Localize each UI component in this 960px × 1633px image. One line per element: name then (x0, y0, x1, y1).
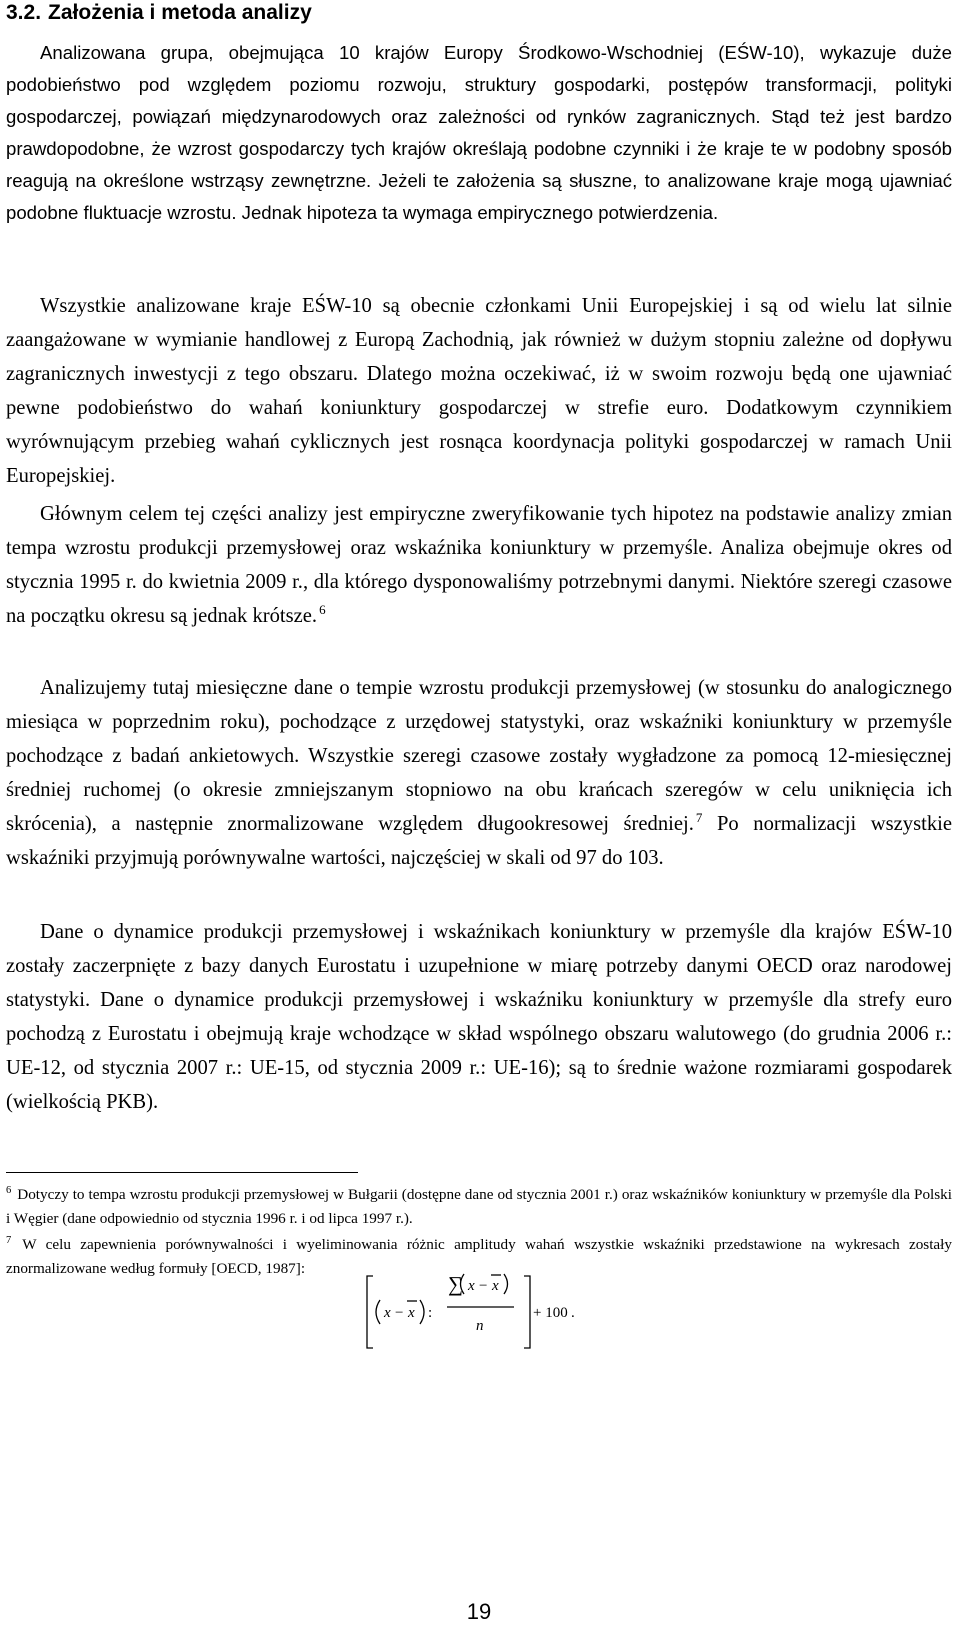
formula-num-xbar: x (492, 1278, 499, 1294)
paragraph-3-text: Głównym celem tej części analizy jest empiryczne zweryfikowanie tych hipotez na podstawie analizy zmian tempa wzrostu produkcji przemysłowej oraz wskaźnika koniunktury w przemyśle. Analiza obejmuje okres od stycznia 1995 r. do kwietnia 2009 r., dla którego dysponowaliśmy potrzebnymi danymi. Niektóre szeregi czasowe na początku okresu są jednak krótsze. (6, 503, 952, 627)
paragraph-2: Wszystkie analizowane kraje EŚW-10 są obecnie członkami Unii Europejskiej i są od wielu lat silnie zaangażowane w wymianie handlowej z Europą Zachodnią, jak również w dużym stopniu zależne od dopływu zagranicznych inwestycji z tego obszaru. Dlatego można oczekiwać, iż w swoim rozwoju będą one ujawniać pewne podobieństwo do wahań koniunktury gospodarczej w strefie euro. Dodatkowym czynnikiem wyrównującym przebieg wahań cyklicznych jest rosnąca koordynacja polityki gospodarczej w ramach Unii Europejskiej. (6, 295, 952, 487)
formula-graphic (364, 1270, 624, 1354)
formula-num-minus: − (479, 1278, 488, 1294)
formula-xbar: x (408, 1305, 415, 1321)
footnote-separator (6, 1172, 358, 1173)
formula-num-x: x (468, 1278, 475, 1294)
formula-sum: ∑ (448, 1272, 463, 1296)
paragraph-4 (6, 671, 952, 875)
formula-n: n (476, 1318, 484, 1334)
formula-colon: : (428, 1305, 433, 1321)
formula-end-period: . (571, 1305, 575, 1321)
formula-paren-left (376, 1300, 380, 1324)
paragraph-3 (6, 497, 952, 633)
paragraph-4-text-continued: Po normalizacji wszystkie wskaźniki przyjmują porównywalne wartości, najczęściej w skali od 97 do 103. (6, 813, 952, 869)
paragraph-5: Dane o dynamice produkcji przemysłowej i wskaźnikach koniunktury w przemyśle dla krajów EŚW-10 zostały zaczerpnięte z bazy danych Eurostatu i uzupełnione w miarę potrzeby danymi OECD oraz narodowej statystyki. Dane o dynamice produkcji przemysłowej i wskaźniku koniunktury w przemyśle dla strefy euro pochodzą z Eurostatu i obejmują kraje wchodzące w skład wspólnego obszaru walutowego (do grudnia 2006 r.: UE-12, od stycznia 2007 r.: UE-15, od stycznia 2009 r.: UE-16); są to średnie ważone rozmiarami gospodarek (wielkością PKB). (6, 921, 952, 1113)
normalization-formula (364, 1270, 624, 1354)
footnote-6-text: Dotyczy to tempa wzrostu produkcji przemysłowej w Bułgarii (dostępne dane od stycznia 2001 r.) oraz wskaźników koniunktury w przemyśle dla Polski i Węgier (dane odpowiednio od stycznia 1996 r. i od lipca 1997 r.). (6, 1186, 952, 1227)
footnote-ref-6[interactable]: 6 (319, 602, 326, 617)
formula-minus: − (395, 1305, 404, 1321)
footnote-7-text: W celu zapewnienia porównywalności i wyeliminowania różnic amplitudy wahań wszystkie wskaźniki przedstawione na wykresach zostały znormalizowane według formuły [OECD, 1987]: (6, 1236, 952, 1277)
footnote-7-mark: 7 (6, 1235, 12, 1246)
paragraph-4-text: Analizujemy tutaj miesięczne dane o tempie wzrostu produkcji przemysłowej (w stosunku do analogicznego miesiąca w poprzednim roku), pochodzące z urzędowej statystyki, oraz wskaźniki koniunktury w przemyśle pochodzące z badań ankietowych. Wszystkie szeregi czasowe zostały wygładzone za pomocą 12-miesięcznej średniej ruchomej (o okresie zmniejszanym stopniowo na obu krańcach szeregów w celu uniknięcia ich skrócenia), a następnie znormalizowane względem długookresowej średniej. (6, 677, 952, 835)
formula-num-paren-right (504, 1274, 508, 1294)
footnote-6 (6, 1183, 952, 1231)
formula-left-bracket (367, 1276, 373, 1348)
document-page (6, 0, 952, 1633)
section-number: 3.2. (6, 1, 42, 24)
paragraph-1: Analizowana grupa, obejmująca 10 krajów Europy Środkowo-Wschodniej (EŚW-10), wykazuje duże podobieństwo pod względem poziomu rozwoju, struktury gospodarki, postępów transformacji, polityki gospodarczej, powiązań międzynarodowych oraz zależności od rynków zagranicznych. Stąd też jest bardzo prawdopodobne, że wzrost gospodarczy tych krajów określają podobne czynniki i że kraje te w podobny sposób reagują na określone wstrząsy zewnętrzne. Jeżeli te założenia są słuszne, to analizowane kraje mogą ujawniać podobne fluktuacje wzrostu. Jednak hipoteza ta wymaga empirycznego potwierdzenia. (6, 42, 952, 223)
formula-paren-right (420, 1300, 424, 1324)
footnote-6-mark: 6 (6, 1185, 12, 1196)
section-heading (6, 0, 312, 26)
formula-right-bracket (524, 1276, 530, 1348)
footnote-ref-7[interactable]: 7 (695, 810, 703, 825)
formula-plus-100: + 100 (533, 1305, 568, 1321)
section-title: Założenia i metoda analizy (48, 1, 312, 24)
formula-x: x (384, 1305, 391, 1321)
page-number: 19 (466, 1599, 492, 1624)
